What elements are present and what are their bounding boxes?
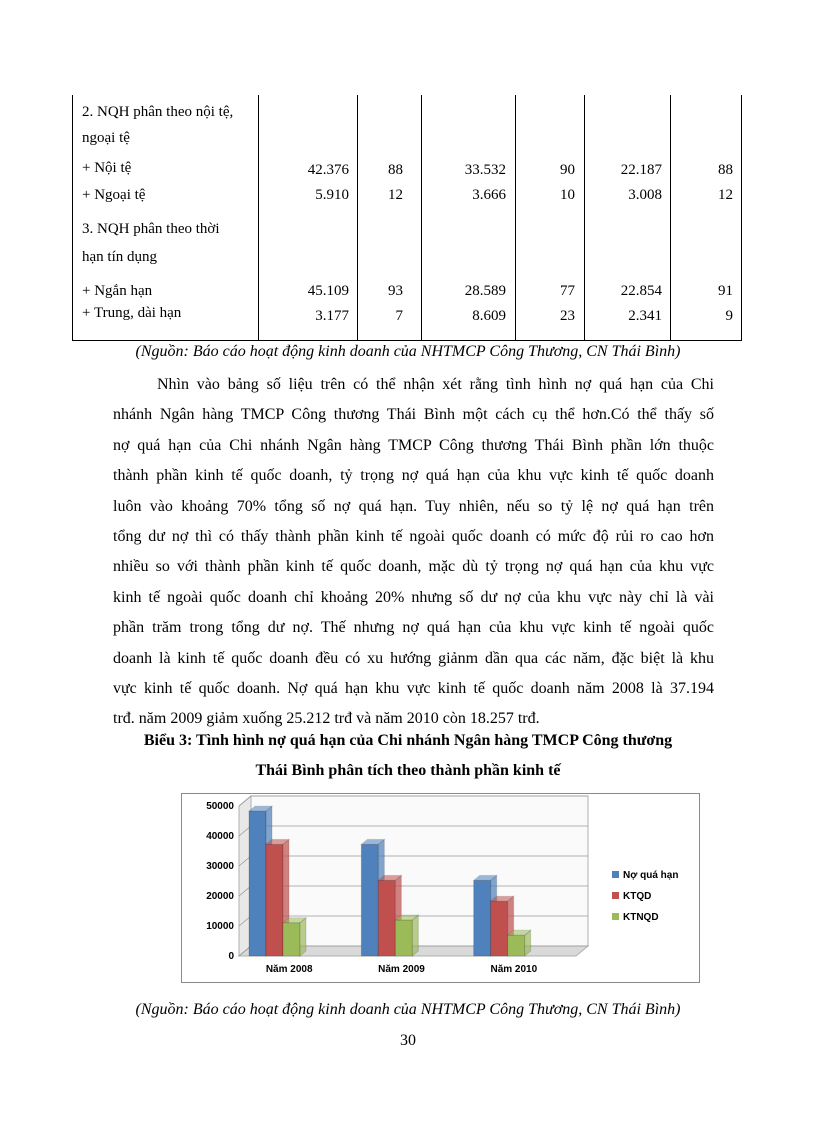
paragraph-line: doanh là kinh tế quốc doanh đều có xu hướng giảnm dần qua các năm, đặc biệt là khu [113, 649, 714, 667]
table-cell: 45.109 [307, 283, 349, 299]
table-cell: 3.008 [628, 187, 662, 203]
paragraph-line: tổng dư nợ thì có thấy thành phần kinh tế ngoài quốc doanh có mức độ rủi ro cao hơn [113, 527, 714, 545]
table-divider [421, 95, 422, 341]
paragraph-line: luôn vào khoảng 70% tổng số nợ quá hạn. Tuy nhiên, nếu so tỷ lệ nợ quá hạn trên [113, 497, 714, 515]
legend-label: KTNQD [623, 912, 659, 923]
paragraph-line: kinh tế ngoài quốc doanh chỉ khoảng 20% nhưng số dư nợ của khu vực này chỉ là vài [113, 588, 714, 606]
bar-side [300, 918, 306, 956]
table-row-label: hạn tín dụng [82, 249, 157, 265]
table-cell: 23 [560, 308, 575, 324]
table-divider [584, 95, 585, 341]
table-row-label: + Ngoại tệ [82, 187, 146, 203]
paragraph-line: vực kinh tế quốc doanh. Nợ quá hạn khu vực kinh tế quốc doanh năm 2008 là 37.194 [113, 679, 714, 697]
table-cell: 12 [718, 187, 733, 203]
x-tick-label: Năm 2008 [265, 964, 313, 975]
bar [474, 880, 491, 956]
bar [361, 844, 378, 956]
chart-title-line2: Thái Bình phân tích theo thành phần kinh tế [255, 762, 561, 779]
table-cell: 5.910 [315, 187, 349, 203]
legend-swatch [612, 913, 619, 920]
y-tick-label: 20000 [206, 891, 234, 902]
table-cell: 8.609 [472, 308, 506, 324]
table-cell: 22.854 [620, 283, 662, 299]
table-divider [515, 95, 516, 341]
paragraph-line: nợ quá hạn của Chi nhánh Ngân hàng TMCP Công thương Thái Bình phần lớn thuộc [113, 436, 714, 454]
table-divider [258, 95, 259, 341]
paragraph-line: phần trăm trong tổng dư nợ. Thế nhưng nợ quá hạn của khu vực kinh tế ngoài quốc [113, 619, 714, 637]
table-cell: 7 [395, 308, 403, 324]
table-cell: 88 [718, 162, 733, 178]
page-number: 30 [400, 1032, 416, 1049]
table-row-label: 2. NQH phân theo nội tệ, [82, 104, 234, 120]
bar [249, 811, 266, 956]
analysis-paragraph [113, 370, 714, 735]
x-tick-label: Năm 2010 [490, 964, 538, 975]
legend-label: KTQD [623, 891, 652, 902]
table-cell: 10 [560, 187, 575, 203]
y-tick-label: 0 [228, 951, 234, 962]
y-tick-label: 50000 [206, 801, 234, 812]
table-cell: 33.532 [464, 162, 506, 178]
table-cell: 22.187 [620, 162, 662, 178]
table-source-note: (Nguồn: Báo cáo hoạt động kinh doanh của NHTMCP Công Thương, CN Thái Bình) [135, 343, 681, 360]
table-cell: 93 [388, 283, 403, 299]
bar [283, 923, 300, 956]
table-cell: 42.376 [307, 162, 349, 178]
bar-side [412, 915, 418, 956]
table-divider [357, 95, 358, 341]
y-tick-label: 30000 [206, 861, 234, 872]
table-cell: 77 [560, 283, 575, 299]
bar-chart [181, 793, 700, 983]
y-tick-label: 10000 [206, 921, 234, 932]
table-cell: 3.177 [315, 308, 349, 324]
table-row-label: 3. NQH phân theo thời [82, 221, 220, 237]
bar [395, 920, 412, 956]
chart-canvas [182, 794, 699, 982]
nqh-table [72, 95, 742, 341]
bar [508, 935, 525, 956]
table-cell: 90 [560, 162, 575, 178]
paragraph-line: Nhìn vào bảng số liệu trên có thể nhận xét rằng tình hình nợ quá hạn của Chi [157, 376, 714, 393]
table-divider [670, 95, 671, 341]
table-row-label: ngoại tệ [82, 130, 130, 146]
y-tick-label: 40000 [206, 831, 234, 842]
bar [491, 901, 508, 956]
paragraph-line: nhánh Ngân hàng TMCP Công thương Thái Bình một cách cụ thể hơn.Có thể thấy số [113, 406, 714, 424]
table-cell: 28.589 [464, 283, 506, 299]
table-row-label: + Nội tệ [82, 160, 132, 176]
table-cell: 3.666 [472, 187, 506, 203]
table-cell: 12 [388, 187, 403, 203]
table-cell: 88 [388, 162, 403, 178]
legend-swatch [612, 892, 619, 899]
paragraph-line: trđ. năm 2009 giảm xuống 25.212 trđ và năm 2010 còn 18.257 trđ. [113, 710, 540, 728]
table-cell: 9 [725, 308, 733, 324]
legend-label: Nợ quá hạn [623, 870, 679, 881]
paragraph-line: thành phần kinh tế quốc doanh, tỷ trọng nợ quá hạn của khu vực kinh tế quốc doanh [113, 467, 714, 485]
x-tick-label: Năm 2009 [378, 964, 425, 975]
table-cell: 2.341 [628, 308, 662, 324]
table-cell: 91 [718, 283, 733, 299]
table-row-label: + Trung, dài hạn [82, 305, 182, 321]
chart-title-line1: Biểu 3: Tình hình nợ quá hạn của Chi nhánh Ngân hàng TMCP Công thương [143, 732, 673, 749]
chart-source-note: (Nguồn: Báo cáo hoạt động kinh doanh của NHTMCP Công Thương, CN Thái Bình) [135, 1001, 681, 1018]
bar [266, 844, 283, 956]
paragraph-line: nhiều so với thành phần kinh tế quốc doanh, mặc dù tỷ trọng nợ quá hạn của khu vực [113, 558, 714, 576]
table-row-label: + Ngắn hạn [82, 283, 153, 299]
legend-swatch [612, 871, 619, 878]
bar [378, 880, 395, 956]
